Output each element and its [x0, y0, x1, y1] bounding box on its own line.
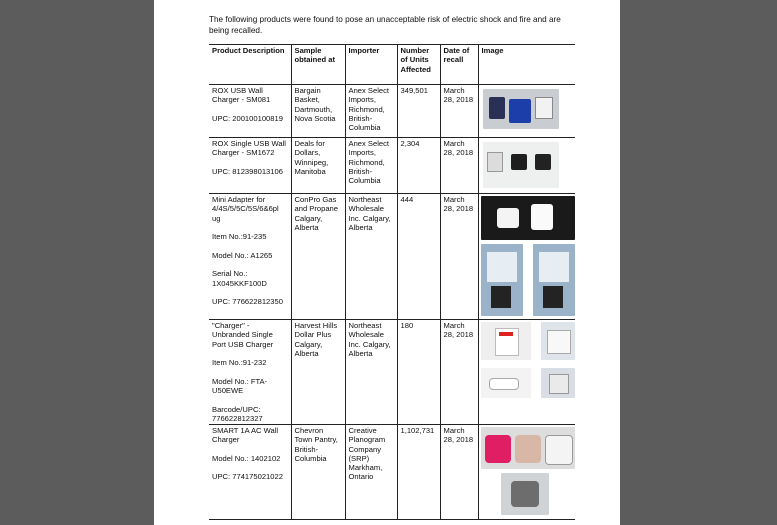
product-description: Mini Adapter for 4/4S/5/5C/5S/6&6pl ug Item No.:91-235 Model No.: A1265 Serial No.: 1X045KKF100D UPC: 776622812350: [212, 195, 283, 307]
table-header-row: [209, 45, 575, 85]
product-photo: [533, 244, 575, 316]
product-description: "Charger" - Unbranded Single Port USB Charger Item No.:91-232 Model No.: FTA-U50EWE Barcode/UPC: 776622812327: [212, 321, 274, 423]
header-image: Image: [478, 45, 575, 85]
product-photo: [483, 142, 559, 188]
table-row: [209, 138, 575, 194]
sample-location: Harvest Hills Dollar Plus Calgary, Alberta: [291, 320, 345, 425]
units-affected: 2,304: [397, 138, 440, 194]
product-photo: [481, 322, 531, 360]
units-affected: 444: [397, 194, 440, 320]
product-photo: [481, 244, 523, 316]
header-units: Number of Units Affected: [397, 45, 440, 85]
recall-date: March 28, 2018: [440, 194, 478, 320]
product-photo: [481, 368, 531, 398]
document-page: [154, 0, 620, 525]
table-row: [209, 320, 575, 425]
product-description: ROX Single USB Wall Charger - SM1672 UPC: 812398013106: [212, 139, 286, 176]
header-sample: Sample obtained at: [291, 45, 345, 85]
sample-location: Deals for Dollars, Winnipeg, Manitoba: [291, 138, 345, 194]
product-image-cell: [478, 85, 575, 138]
product-photo: [481, 427, 575, 469]
table-row: [209, 85, 575, 138]
header-product: Product Description: [212, 46, 285, 55]
recall-date: March 28, 2018: [440, 425, 478, 520]
importer: Northeast Wholesale Inc. Calgary, Alberta: [345, 194, 397, 320]
product-description: SMART 1A AC Wall Charger Model No.: 1402102 UPC: 774175021022: [212, 426, 283, 482]
table-row: [209, 194, 575, 320]
product-photo: [541, 322, 575, 360]
units-affected: 1,102,731: [397, 425, 440, 520]
intro-paragraph: The following products were found to pose an unacceptable risk of electric shock and fire and are being recalled.: [209, 15, 561, 35]
product-photo: [501, 473, 549, 515]
importer: Anex Select Imports, Richmond, British-Columbia: [345, 85, 397, 138]
product-photo: [483, 89, 559, 129]
recall-date: March 28, 2018: [440, 320, 478, 425]
importer: Creative Planogram Company (SRP) Markham, Ontario: [345, 425, 397, 520]
header-importer: Importer: [345, 45, 397, 85]
units-affected: 180: [397, 320, 440, 425]
importer: Northeast Wholesale Inc. Calgary, Alberta: [345, 320, 397, 425]
product-image-cell: [478, 138, 575, 194]
product-description: ROX USB Wall Charger - SM081 UPC: 200100100819: [212, 86, 283, 123]
sample-location: Chevron Town Pantry, British-Columbia: [291, 425, 345, 520]
recall-table: [209, 44, 575, 520]
units-affected: 349,501: [397, 85, 440, 138]
table-row: [209, 425, 575, 520]
header-date: Date of recall: [440, 45, 478, 85]
importer: Anex Select Imports, Richmond, British-Columbia: [345, 138, 397, 194]
recall-date: March 28, 2018: [440, 138, 478, 194]
product-image-cell: [478, 425, 575, 520]
sample-location: Bargain Basket, Dartmouth, Nova Scotia: [291, 85, 345, 138]
product-image-cell: [478, 194, 575, 320]
sample-location: ConPro Gas and Propane Calgary, Alberta: [291, 194, 345, 320]
product-photo: [481, 196, 575, 240]
product-image-cell: [478, 320, 575, 425]
recall-date: March 28, 2018: [440, 85, 478, 138]
product-photo: [541, 368, 575, 398]
